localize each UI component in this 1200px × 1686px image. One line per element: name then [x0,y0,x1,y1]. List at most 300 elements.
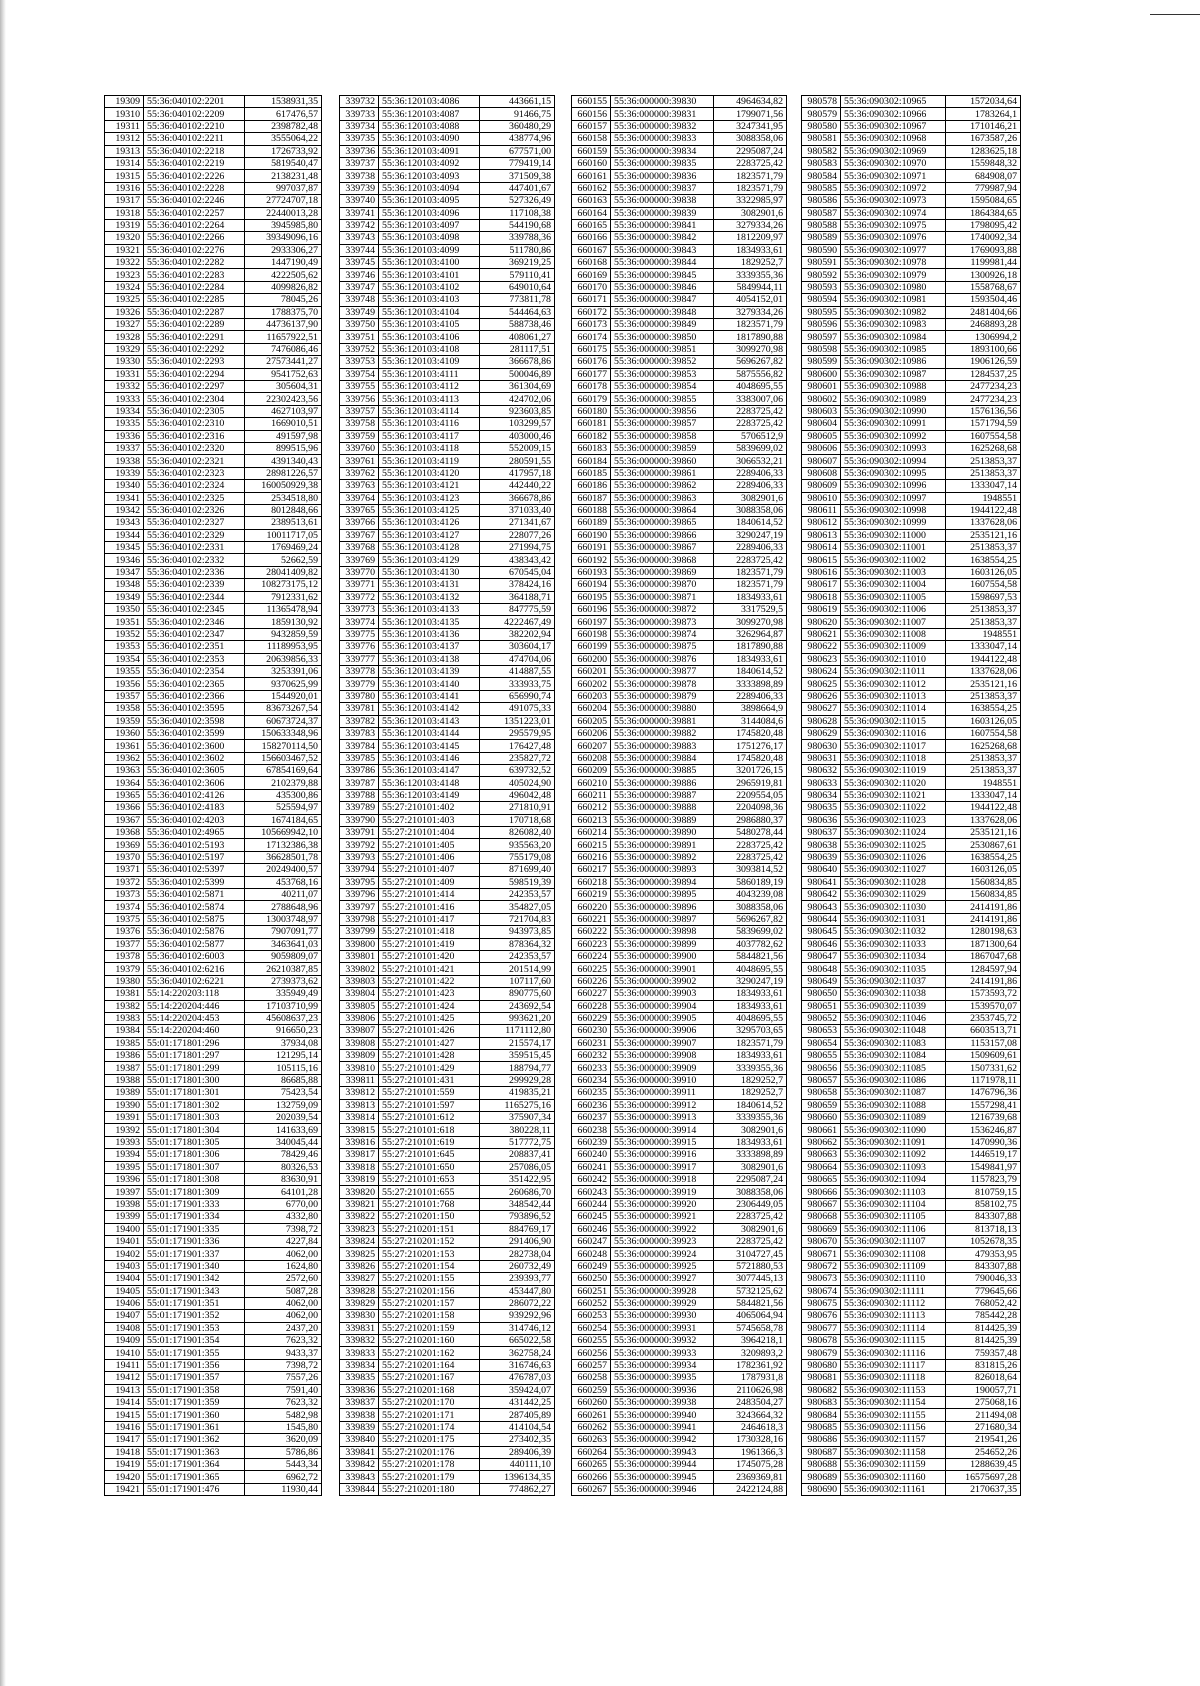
cadastral-value: 453447,80 [480,1285,555,1297]
cadastral-number: 55:14:220204:460 [144,1025,245,1037]
row-number: 339815 [340,1124,379,1136]
cadastral-number: 55:36:090302:10986 [841,356,946,368]
row-number: 980610 [802,492,841,504]
row-number: 19379 [105,963,144,975]
table-row [802,876,1021,888]
table-row [105,1397,322,1409]
cadastral-number: 55:36:000000:39856 [611,405,714,417]
cadastral-value: 1769093,88 [946,244,1021,256]
row-number: 339797 [340,901,379,913]
cadastral-number: 55:36:090302:11037 [841,975,946,987]
cadastral-value: 617476,57 [245,108,322,120]
row-number: 339784 [340,740,379,752]
table-row [572,1186,787,1198]
row-number: 980582 [802,145,841,157]
row-number: 980590 [802,244,841,256]
row-number: 660220 [572,901,611,913]
table-row [105,1124,322,1136]
cadastral-number: 55:36:000000:39870 [611,579,714,591]
row-number: 339795 [340,876,379,888]
cadastral-number: 55:36:000000:39911 [611,1087,714,1099]
cadastral-value: 2295087,24 [714,145,787,157]
cadastral-number: 55:27:210101:417 [379,913,480,925]
cadastral-number: 55:36:040102:2210 [144,120,245,132]
row-number: 660226 [572,975,611,987]
row-number: 19343 [105,517,144,529]
cadastral-value: 2513853,37 [946,616,1021,628]
cadastral-number: 55:36:040102:3598 [144,715,245,727]
cadastral-value: 2110626,98 [714,1384,787,1396]
cadastral-number: 55:27:210101:597 [379,1099,480,1111]
table-row [340,950,555,962]
cadastral-value: 5875556,82 [714,368,787,380]
table-row [340,1335,555,1347]
row-number: 980581 [802,133,841,145]
row-number: 660238 [572,1124,611,1136]
cadastral-value: 1730328,16 [714,1434,787,1446]
cadastral-value: 5786,86 [245,1446,322,1458]
table-row [105,1012,322,1024]
cadastral-value: 4048695,55 [714,963,787,975]
cadastral-value: 890775,60 [480,988,555,1000]
table-row [572,814,787,826]
cadastral-value: 2535121,16 [946,827,1021,839]
cadastral-value: 871699,40 [480,864,555,876]
table-row [572,839,787,851]
row-number: 339771 [340,579,379,591]
cadastral-number: 55:27:210101:402 [379,802,480,814]
row-number: 19386 [105,1050,144,1062]
row-number: 19406 [105,1297,144,1309]
table-row [802,480,1021,492]
row-number: 339753 [340,356,379,368]
table-row [105,1136,322,1148]
cadastral-value: 3339355,36 [714,269,787,281]
table-row [340,120,555,132]
row-number: 339827 [340,1273,379,1285]
cadastral-value: 440111,10 [480,1458,555,1470]
table-row [340,876,555,888]
table-row [802,207,1021,219]
row-number: 19329 [105,343,144,355]
row-number: 339823 [340,1223,379,1235]
cadastral-value: 20639856,33 [245,653,322,665]
cadastral-number: 55:27:210101:405 [379,839,480,851]
cadastral-value: 1799071,56 [714,108,787,120]
row-number: 19400 [105,1223,144,1235]
cadastral-number: 55:36:000000:39866 [611,529,714,541]
cadastral-value: 721704,83 [480,913,555,925]
row-number: 19349 [105,591,144,603]
table-row [802,1025,1021,1037]
cadastral-number: 55:36:040102:2339 [144,579,245,591]
row-number: 660201 [572,665,611,677]
cadastral-value: 2209554,05 [714,789,787,801]
cadastral-value: 491075,33 [480,703,555,715]
row-number: 980657 [802,1074,841,1086]
table-row [105,938,322,950]
cadastral-number: 55:36:120103:4096 [379,207,480,219]
table-row [802,269,1021,281]
cadastral-value: 380228,11 [480,1124,555,1136]
row-number: 980654 [802,1037,841,1049]
cadastral-value: 814425,39 [946,1322,1021,1334]
cadastral-number: 55:36:000000:39851 [611,343,714,355]
cadastral-value: 847775,59 [480,604,555,616]
cadastral-number: 55:36:040102:2325 [144,492,245,504]
cadastral-number: 55:36:090302:11026 [841,851,946,863]
cadastral-number: 55:01:171801:301 [144,1087,245,1099]
table-row [105,1260,322,1272]
row-number: 660239 [572,1136,611,1148]
cadastral-number: 55:36:040102:2211 [144,133,245,145]
cadastral-number: 55:36:090302:10987 [841,368,946,380]
cadastral-value: 858102,75 [946,1198,1021,1210]
cadastral-number: 55:36:000000:39884 [611,752,714,764]
cadastral-number: 55:36:040102:3602 [144,752,245,764]
cadastral-value: 1283625,18 [946,145,1021,157]
table-row [105,777,322,789]
cadastral-value: 4099826,82 [245,281,322,293]
cadastral-value: 810759,15 [946,1186,1021,1198]
row-number: 660185 [572,467,611,479]
cadastral-number: 55:36:040102:2366 [144,690,245,702]
cadastral-value: 295579,95 [480,727,555,739]
cadastral-value: 2398782,48 [245,120,322,132]
cadastral-number: 55:36:040102:2246 [144,195,245,207]
cadastral-value: 511780,86 [480,244,555,256]
cadastral-value: 755179,08 [480,851,555,863]
row-number: 660166 [572,232,611,244]
table-row [340,542,555,554]
cadastral-number: 55:36:090302:11154 [841,1397,946,1409]
row-number: 980676 [802,1310,841,1322]
cadastral-number: 55:36:040102:5876 [144,926,245,938]
cadastral-value: 431442,25 [480,1397,555,1409]
cadastral-number: 55:36:000000:39877 [611,665,714,677]
row-number: 19410 [105,1347,144,1359]
table-row [340,294,555,306]
cadastral-value: 117108,38 [480,207,555,219]
table-row [105,950,322,962]
cadastral-value: 3082901,6 [714,492,787,504]
table-row [105,1037,322,1049]
table-row [572,690,787,702]
row-number: 980628 [802,715,841,727]
table-row [340,331,555,343]
cadastral-number: 55:27:210201:156 [379,1285,480,1297]
cadastral-number: 55:36:000000:39944 [611,1458,714,1470]
cadastral-value: 1560834,85 [946,889,1021,901]
row-number: 339806 [340,1012,379,1024]
cadastral-value: 831815,26 [946,1359,1021,1371]
table-row [802,219,1021,231]
table-row [572,380,787,392]
cadastral-value: 3555064,22 [245,133,322,145]
table-row [105,120,322,132]
row-number: 339800 [340,938,379,950]
table-row [105,715,322,727]
cadastral-number: 55:36:000000:39841 [611,219,714,231]
row-number: 19418 [105,1446,144,1458]
row-number: 660222 [572,926,611,938]
cadastral-number: 55:27:210101:618 [379,1124,480,1136]
cadastral-number: 55:36:120103:4118 [379,442,480,454]
row-number: 19314 [105,157,144,169]
row-number: 660180 [572,405,611,417]
table-row [340,442,555,454]
cadastral-number: 55:36:090302:11107 [841,1235,946,1247]
table-row [802,455,1021,467]
cadastral-number: 55:36:000000:39860 [611,455,714,467]
cadastral-value: 417957,18 [480,467,555,479]
table-row [105,170,322,182]
cadastral-number: 55:36:090302:10965 [841,96,946,108]
row-number: 660257 [572,1359,611,1371]
table-row [105,641,322,653]
row-number: 660262 [572,1421,611,1433]
row-number: 980588 [802,219,841,231]
cadastral-number: 55:01:171801:305 [144,1136,245,1148]
cadastral-number: 55:36:090302:10978 [841,257,946,269]
cadastral-value: 6962,72 [245,1471,322,1483]
cadastral-value: 260686,70 [480,1186,555,1198]
row-number: 980645 [802,926,841,938]
row-number: 339736 [340,145,379,157]
row-number: 19348 [105,579,144,591]
row-number: 980648 [802,963,841,975]
cadastral-number: 55:27:210201:158 [379,1310,480,1322]
table-row [340,752,555,764]
table-row [105,232,322,244]
row-number: 19337 [105,442,144,454]
cadastral-number: 55:01:171901:476 [144,1483,245,1495]
table-row [572,1161,787,1173]
cadastral-value: 4037782,62 [714,938,787,950]
table-row [340,765,555,777]
cadastral-value: 5087,28 [245,1285,322,1297]
table-row [340,1260,555,1272]
cadastral-number: 55:36:090302:10970 [841,157,946,169]
table-row [802,690,1021,702]
cadastral-value: 1171978,11 [946,1074,1021,1086]
cadastral-value: 2933306,27 [245,244,322,256]
row-number: 660216 [572,851,611,863]
row-number: 660248 [572,1248,611,1260]
row-number: 980682 [802,1384,841,1396]
cadastral-value: 36628501,78 [245,851,322,863]
cadastral-number: 55:27:210201:176 [379,1446,480,1458]
row-number: 980600 [802,368,841,380]
row-number: 660200 [572,653,611,665]
cadastral-number: 55:36:000000:39839 [611,207,714,219]
table-row [572,430,787,442]
scan-edge-shadow [0,0,6,1686]
cadastral-number: 55:36:000000:39914 [611,1124,714,1136]
table-row [340,802,555,814]
table-row [802,1161,1021,1173]
cadastral-value: 2739373,62 [245,975,322,987]
table-row [340,1322,555,1334]
row-number: 660198 [572,628,611,640]
table-row [572,331,787,343]
cadastral-value: 45608637,23 [245,1012,322,1024]
cadastral-number: 55:36:120103:4135 [379,616,480,628]
row-number: 980677 [802,1322,841,1334]
cadastral-number: 55:01:171901:335 [144,1223,245,1235]
cadastral-number: 55:36:000000:39945 [611,1471,714,1483]
row-number: 339817 [340,1149,379,1161]
cadastral-value: 242353,57 [480,950,555,962]
cadastral-value: 878364,32 [480,938,555,950]
table-row [340,1173,555,1185]
table-row [572,492,787,504]
row-number: 339828 [340,1285,379,1297]
cadastral-number: 55:27:210101:414 [379,889,480,901]
row-number: 660207 [572,740,611,752]
table-row [802,591,1021,603]
cadastral-number: 55:01:171901:360 [144,1409,245,1421]
row-number: 339762 [340,467,379,479]
table-row [802,950,1021,962]
row-number: 19389 [105,1087,144,1099]
cadastral-value: 1812209,97 [714,232,787,244]
row-number: 339832 [340,1335,379,1347]
cadastral-number: 55:36:000000:39913 [611,1112,714,1124]
row-number: 660245 [572,1211,611,1223]
table-row [105,1310,322,1322]
table-row [340,678,555,690]
row-number: 660179 [572,393,611,405]
cadastral-value: 2535121,16 [946,529,1021,541]
row-number: 660187 [572,492,611,504]
row-number: 19414 [105,1397,144,1409]
cadastral-value: 3463641,03 [245,938,322,950]
cadastral-number: 55:01:171901:351 [144,1297,245,1309]
table-row [802,368,1021,380]
row-number: 19362 [105,752,144,764]
cadastral-value: 22302423,56 [245,393,322,405]
cadastral-number: 55:36:040102:2266 [144,232,245,244]
row-number: 19392 [105,1124,144,1136]
row-number: 980580 [802,120,841,132]
row-number: 980594 [802,294,841,306]
table-row [802,380,1021,392]
row-number: 980675 [802,1297,841,1309]
cadastral-number: 55:01:171901:340 [144,1260,245,1272]
table-row [340,157,555,169]
row-number: 980597 [802,331,841,343]
cadastral-number: 55:36:090302:11009 [841,641,946,653]
cadastral-value: 202039,54 [245,1112,322,1124]
row-number: 980659 [802,1099,841,1111]
row-number: 19399 [105,1211,144,1223]
cadastral-value: 3209893,2 [714,1347,787,1359]
row-number: 980650 [802,988,841,1000]
cadastral-value: 1823571,79 [714,170,787,182]
cadastral-number: 55:36:000000:39847 [611,294,714,306]
cadastral-number: 55:36:120103:4111 [379,368,480,380]
cadastral-value: 1509609,61 [946,1050,1021,1062]
cadastral-value: 86685,88 [245,1074,322,1086]
cadastral-number: 55:27:210101:425 [379,1012,480,1024]
cadastral-value: 779419,14 [480,157,555,169]
cadastral-value: 2468893,28 [946,319,1021,331]
cadastral-value: 7476086,46 [245,343,322,355]
cadastral-number: 55:36:000000:39850 [611,331,714,343]
row-number: 339773 [340,604,379,616]
table-row [340,789,555,801]
table-row [802,467,1021,479]
row-number: 339734 [340,120,379,132]
cadastral-number: 55:36:090302:10972 [841,182,946,194]
cadastral-value: 1893100,66 [946,343,1021,355]
row-number: 980660 [802,1112,841,1124]
row-number: 660163 [572,195,611,207]
cadastral-number: 55:36:090302:10990 [841,405,946,417]
row-number: 660191 [572,542,611,554]
cadastral-value: 1948551 [946,777,1021,789]
cadastral-number: 55:36:000000:39904 [611,1000,714,1012]
cadastral-number: 55:36:090302:11085 [841,1062,946,1074]
cadastral-value: 4627103,97 [245,405,322,417]
cadastral-value: 1337628,06 [946,665,1021,677]
row-number: 980688 [802,1458,841,1470]
cadastral-number: 55:36:120103:4101 [379,269,480,281]
row-number: 660195 [572,591,611,603]
cadastral-value: 1288639,45 [946,1458,1021,1470]
table-row [340,1223,555,1235]
row-number: 339733 [340,108,379,120]
cadastral-number: 55:36:120103:4102 [379,281,480,293]
cadastral-number: 55:01:171901:353 [144,1322,245,1334]
table-row [802,492,1021,504]
cadastral-number: 55:27:210201:178 [379,1458,480,1470]
table-row [802,1198,1021,1210]
cadastral-value: 2788648,96 [245,901,322,913]
table-row [105,96,322,108]
row-number: 339804 [340,988,379,1000]
table-row [340,1248,555,1260]
table-row [105,418,322,430]
table-row [802,1297,1021,1309]
cadastral-value: 1447190,49 [245,257,322,269]
cadastral-value: 3104727,45 [714,1248,787,1260]
row-number: 660159 [572,145,611,157]
row-number: 980668 [802,1211,841,1223]
table-row [105,1409,322,1421]
table-row [802,244,1021,256]
row-number: 980617 [802,579,841,591]
cadastral-value: 1829252,7 [714,1074,787,1086]
cadastral-value: 443661,15 [480,96,555,108]
cadastral-number: 55:27:210201:151 [379,1223,480,1235]
cadastral-number: 55:36:000000:39921 [611,1211,714,1223]
cadastral-number: 55:36:040102:2354 [144,665,245,677]
cadastral-value: 37934,08 [245,1037,322,1049]
row-number: 660249 [572,1260,611,1272]
cadastral-value: 1944122,48 [946,802,1021,814]
cadastral-value: 1572034,64 [946,96,1021,108]
cadastral-number: 55:36:000000:39930 [611,1310,714,1322]
cadastral-number: 55:36:120103:4130 [379,566,480,578]
cadastral-value: 4227,84 [245,1235,322,1247]
row-number: 339764 [340,492,379,504]
cadastral-value: 759357,48 [946,1347,1021,1359]
cadastral-number: 55:36:090302:10983 [841,319,946,331]
row-number: 980604 [802,418,841,430]
row-number: 980623 [802,653,841,665]
